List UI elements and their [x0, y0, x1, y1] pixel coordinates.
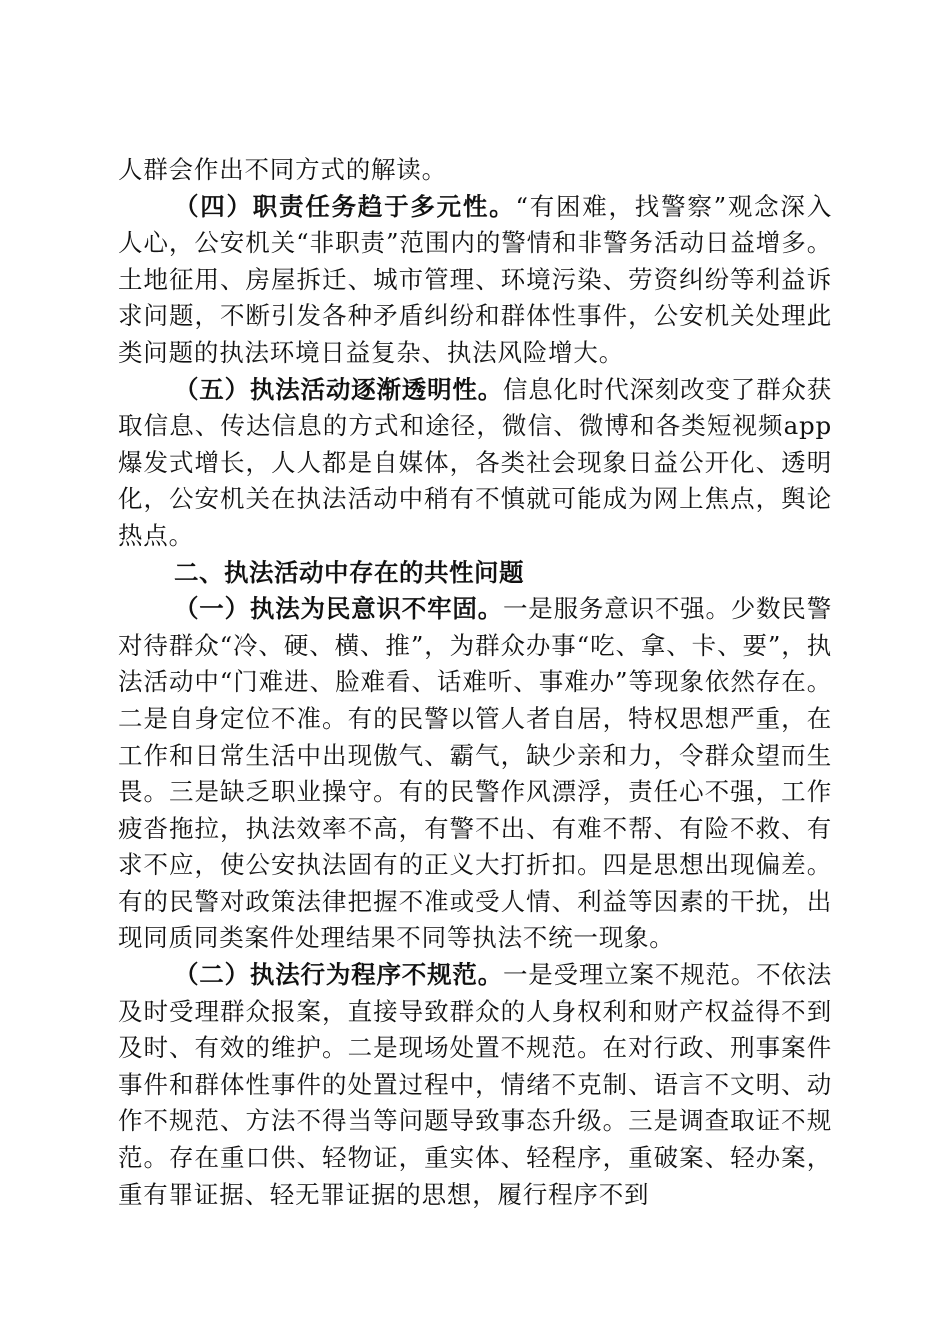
section-heading: 二、执法活动中存在的共性问题	[174, 557, 524, 587]
paragraph-lead: （一）执法为民意识不牢固。	[174, 594, 503, 624]
paragraph-text: 信息化时代深刻改变了群众获取信息、传达信息的方式和途径，微信、微博和各类短视频app爆发式增长，人人都是自媒体，各类社会现象日益公开化、透明化，公安机关在执法活动中稍有不慎就可能成为网上焦点，舆论热点。	[118, 374, 832, 550]
document-body	[118, 152, 832, 1213]
paragraph-enforcement-transparency	[118, 372, 832, 555]
paragraph-procedure-nonstandard	[118, 957, 832, 1213]
paragraph-continuation	[118, 152, 832, 189]
paragraph-text: 一是受理立案不规范。不依法及时受理群众报案，直接导致群众的人身权利和财产权益得不到及时、有效的维护。二是现场处置不规范。在对行政、刑事案件事件和群体性事件的处置过程中，情绪不克制、语言不文明、动作不规范、方法不得当等问题导致事态升级。三是调查取证不规范。存在重口供、轻物证，重实体、轻程序，重破案、轻办案，重有罪证据、轻无罪证据的思想，履行程序不到	[118, 960, 832, 1209]
paragraph-duties-diversified	[118, 189, 832, 372]
paragraph-service-awareness	[118, 591, 832, 957]
paragraph-lead: （五）执法活动逐渐透明性。	[174, 374, 503, 404]
paragraph-text: “有困难，找警察”观念深入人心，公安机关“非职责”范围内的警情和非警务活动日益增多。土地征用、房屋拆迁、城市管理、环境污染、劳资纠纷等利益诉求问题，不断引发各种矛盾纠纷和群体性事件，公安机关处理此类问题的执法环境日益复杂、执法风险增大。	[118, 191, 832, 367]
paragraph-lead: （四）职责任务趋于多元性。	[174, 191, 516, 221]
paragraph-lead: （二）执法行为程序不规范。	[174, 960, 503, 990]
paragraph-text: 人群会作出不同方式的解读。	[118, 155, 447, 184]
paragraph-text: 一是服务意识不强。少数民警对待群众“冷、硬、横、推”，为群众办事“吃、拿、卡、要”，执法活动中“门难进、脸难看、话难听、事难办”等现象依然存在。二是自身定位不准。有的民警以管人者自居，特权思想严重，在工作和日常生活中出现傲气、霸气，缺少亲和力，令群众望而生畏。三是缺乏职业操守。有的民警作风漂浮，责任心不强，工作疲沓拖拉，执法效率不高，有警不出、有难不帮、有险不救、有求不应，使公安执法固有的正义大打折扣。四是思想出现偏差。有的民警对政策法律把握不准或受人情、利益等因素的干扰，出现同质同类案件处理结果不同等执法不统一现象。	[118, 594, 832, 953]
